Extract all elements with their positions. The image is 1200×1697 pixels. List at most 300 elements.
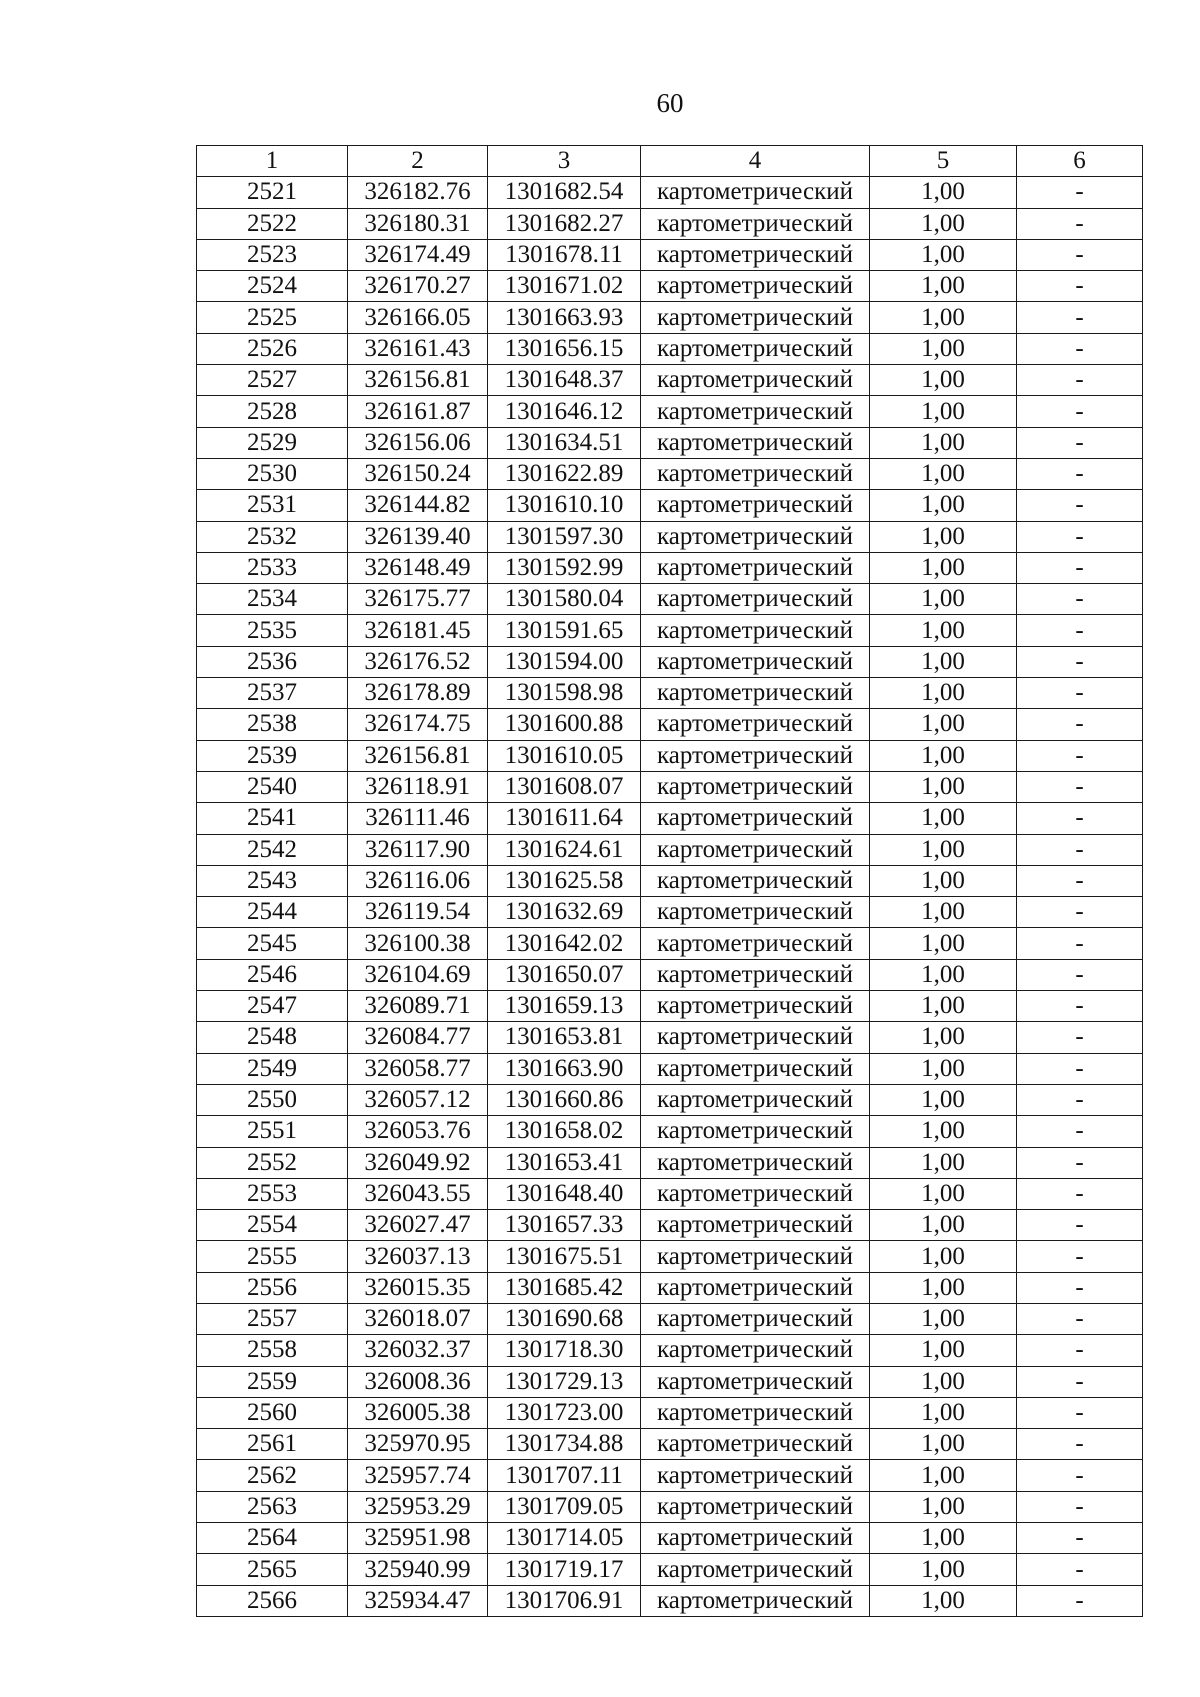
accuracy-cell: 1,00: [870, 1523, 1017, 1554]
x-coordinate-cell: 326118.91: [348, 771, 488, 802]
note-cell: -: [1017, 521, 1143, 552]
y-coordinate-cell: 1301611.64: [488, 803, 641, 834]
table-row: [197, 521, 1143, 552]
table-row: [197, 1022, 1143, 1053]
method-cell: картометрический: [641, 396, 870, 427]
x-coordinate-cell: 326166.05: [348, 302, 488, 333]
note-cell: -: [1017, 271, 1143, 302]
method-cell: картометрический: [641, 177, 870, 208]
table-row: [197, 1116, 1143, 1147]
table-row: [197, 1178, 1143, 1209]
x-coordinate-cell: 326174.75: [348, 709, 488, 740]
method-cell: картометрический: [641, 208, 870, 239]
note-cell: -: [1017, 646, 1143, 677]
table-row: [197, 615, 1143, 646]
table-row: [197, 959, 1143, 990]
header-cell: 1: [197, 146, 348, 177]
note-cell: -: [1017, 1022, 1143, 1053]
note-cell: -: [1017, 396, 1143, 427]
table-row: [197, 1241, 1143, 1272]
accuracy-cell: 1,00: [870, 1335, 1017, 1366]
point-number-cell: 2529: [197, 427, 348, 458]
method-cell: картометрический: [641, 678, 870, 709]
y-coordinate-cell: 1301706.91: [488, 1585, 641, 1616]
point-number-cell: 2559: [197, 1366, 348, 1397]
y-coordinate-cell: 1301642.02: [488, 928, 641, 959]
accuracy-cell: 1,00: [870, 834, 1017, 865]
table-row: [197, 1523, 1143, 1554]
accuracy-cell: 1,00: [870, 1303, 1017, 1334]
y-coordinate-cell: 1301594.00: [488, 646, 641, 677]
header-row: [197, 146, 1143, 177]
point-number-cell: 2546: [197, 959, 348, 990]
header-cell: 4: [641, 146, 870, 177]
note-cell: -: [1017, 1523, 1143, 1554]
method-cell: картометрический: [641, 1397, 870, 1428]
method-cell: картометрический: [641, 239, 870, 270]
note-cell: -: [1017, 959, 1143, 990]
accuracy-cell: 1,00: [870, 1397, 1017, 1428]
method-cell: картометрический: [641, 1241, 870, 1272]
x-coordinate-cell: 326058.77: [348, 1053, 488, 1084]
table-row: [197, 1084, 1143, 1115]
accuracy-cell: 1,00: [870, 365, 1017, 396]
table-row: [197, 646, 1143, 677]
accuracy-cell: 1,00: [870, 1053, 1017, 1084]
method-cell: картометрический: [641, 458, 870, 489]
note-cell: -: [1017, 928, 1143, 959]
point-number-cell: 2523: [197, 239, 348, 270]
table-row: [197, 1335, 1143, 1366]
point-number-cell: 2521: [197, 177, 348, 208]
x-coordinate-cell: 326043.55: [348, 1178, 488, 1209]
x-coordinate-cell: 326018.07: [348, 1303, 488, 1334]
note-cell: -: [1017, 834, 1143, 865]
point-number-cell: 2532: [197, 521, 348, 552]
accuracy-cell: 1,00: [870, 928, 1017, 959]
table-row: [197, 1397, 1143, 1428]
point-number-cell: 2533: [197, 552, 348, 583]
point-number-cell: 2541: [197, 803, 348, 834]
accuracy-cell: 1,00: [870, 803, 1017, 834]
method-cell: картометрический: [641, 333, 870, 364]
note-cell: -: [1017, 1366, 1143, 1397]
point-number-cell: 2530: [197, 458, 348, 489]
y-coordinate-cell: 1301660.86: [488, 1084, 641, 1115]
note-cell: -: [1017, 678, 1143, 709]
accuracy-cell: 1,00: [870, 490, 1017, 521]
method-cell: картометрический: [641, 1460, 870, 1491]
x-coordinate-cell: 326032.37: [348, 1335, 488, 1366]
accuracy-cell: 1,00: [870, 771, 1017, 802]
accuracy-cell: 1,00: [870, 177, 1017, 208]
y-coordinate-cell: 1301663.93: [488, 302, 641, 333]
accuracy-cell: 1,00: [870, 1585, 1017, 1616]
coordinates-table: [196, 145, 1143, 1617]
table-row: [197, 584, 1143, 615]
x-coordinate-cell: 326084.77: [348, 1022, 488, 1053]
y-coordinate-cell: 1301658.02: [488, 1116, 641, 1147]
note-cell: -: [1017, 615, 1143, 646]
note-cell: -: [1017, 803, 1143, 834]
y-coordinate-cell: 1301624.61: [488, 834, 641, 865]
x-coordinate-cell: 326161.87: [348, 396, 488, 427]
method-cell: картометрический: [641, 928, 870, 959]
accuracy-cell: 1,00: [870, 1429, 1017, 1460]
x-coordinate-cell: 326049.92: [348, 1147, 488, 1178]
x-coordinate-cell: 326037.13: [348, 1241, 488, 1272]
point-number-cell: 2545: [197, 928, 348, 959]
x-coordinate-cell: 326119.54: [348, 897, 488, 928]
y-coordinate-cell: 1301656.15: [488, 333, 641, 364]
accuracy-cell: 1,00: [870, 865, 1017, 896]
x-coordinate-cell: 326089.71: [348, 991, 488, 1022]
x-coordinate-cell: 326015.35: [348, 1272, 488, 1303]
accuracy-cell: 1,00: [870, 1366, 1017, 1397]
x-coordinate-cell: 325940.99: [348, 1554, 488, 1585]
note-cell: -: [1017, 771, 1143, 802]
x-coordinate-cell: 326117.90: [348, 834, 488, 865]
note-cell: -: [1017, 1585, 1143, 1616]
point-number-cell: 2565: [197, 1554, 348, 1585]
y-coordinate-cell: 1301675.51: [488, 1241, 641, 1272]
table-row: [197, 709, 1143, 740]
method-cell: картометрический: [641, 865, 870, 896]
accuracy-cell: 1,00: [870, 271, 1017, 302]
y-coordinate-cell: 1301597.30: [488, 521, 641, 552]
y-coordinate-cell: 1301648.37: [488, 365, 641, 396]
y-coordinate-cell: 1301634.51: [488, 427, 641, 458]
point-number-cell: 2542: [197, 834, 348, 865]
point-number-cell: 2561: [197, 1429, 348, 1460]
x-coordinate-cell: 326008.36: [348, 1366, 488, 1397]
point-number-cell: 2556: [197, 1272, 348, 1303]
point-number-cell: 2544: [197, 897, 348, 928]
point-number-cell: 2522: [197, 208, 348, 239]
point-number-cell: 2534: [197, 584, 348, 615]
x-coordinate-cell: 326175.77: [348, 584, 488, 615]
note-cell: -: [1017, 490, 1143, 521]
accuracy-cell: 1,00: [870, 521, 1017, 552]
accuracy-cell: 1,00: [870, 1554, 1017, 1585]
method-cell: картометрический: [641, 302, 870, 333]
note-cell: -: [1017, 1241, 1143, 1272]
point-number-cell: 2551: [197, 1116, 348, 1147]
y-coordinate-cell: 1301690.68: [488, 1303, 641, 1334]
table-row: [197, 1491, 1143, 1522]
accuracy-cell: 1,00: [870, 1241, 1017, 1272]
y-coordinate-cell: 1301734.88: [488, 1429, 641, 1460]
note-cell: -: [1017, 427, 1143, 458]
table-row: [197, 991, 1143, 1022]
table-row: [197, 897, 1143, 928]
point-number-cell: 2557: [197, 1303, 348, 1334]
x-coordinate-cell: 326180.31: [348, 208, 488, 239]
point-number-cell: 2526: [197, 333, 348, 364]
point-number-cell: 2531: [197, 490, 348, 521]
y-coordinate-cell: 1301632.69: [488, 897, 641, 928]
method-cell: картометрический: [641, 615, 870, 646]
point-number-cell: 2553: [197, 1178, 348, 1209]
point-number-cell: 2528: [197, 396, 348, 427]
table-row: [197, 427, 1143, 458]
note-cell: -: [1017, 239, 1143, 270]
method-cell: картометрический: [641, 271, 870, 302]
y-coordinate-cell: 1301592.99: [488, 552, 641, 583]
table-row: [197, 1303, 1143, 1334]
method-cell: картометрический: [641, 1272, 870, 1303]
accuracy-cell: 1,00: [870, 1084, 1017, 1115]
accuracy-cell: 1,00: [870, 1491, 1017, 1522]
x-coordinate-cell: 326027.47: [348, 1210, 488, 1241]
table-row: [197, 1554, 1143, 1585]
accuracy-cell: 1,00: [870, 959, 1017, 990]
x-coordinate-cell: 326170.27: [348, 271, 488, 302]
table-row: [197, 928, 1143, 959]
point-number-cell: 2566: [197, 1585, 348, 1616]
accuracy-cell: 1,00: [870, 208, 1017, 239]
accuracy-cell: 1,00: [870, 333, 1017, 364]
method-cell: картометрический: [641, 771, 870, 802]
point-number-cell: 2540: [197, 771, 348, 802]
point-number-cell: 2549: [197, 1053, 348, 1084]
accuracy-cell: 1,00: [870, 646, 1017, 677]
x-coordinate-cell: 326156.06: [348, 427, 488, 458]
note-cell: -: [1017, 584, 1143, 615]
method-cell: картометрический: [641, 1210, 870, 1241]
note-cell: -: [1017, 1554, 1143, 1585]
accuracy-cell: 1,00: [870, 302, 1017, 333]
y-coordinate-cell: 1301653.81: [488, 1022, 641, 1053]
y-coordinate-cell: 1301671.02: [488, 271, 641, 302]
table-row: [197, 490, 1143, 521]
x-coordinate-cell: 326111.46: [348, 803, 488, 834]
y-coordinate-cell: 1301682.27: [488, 208, 641, 239]
method-cell: картометрический: [641, 1022, 870, 1053]
table-row: [197, 177, 1143, 208]
header-cell: 3: [488, 146, 641, 177]
note-cell: -: [1017, 1335, 1143, 1366]
method-cell: картометрический: [641, 740, 870, 771]
x-coordinate-cell: 326150.24: [348, 458, 488, 489]
accuracy-cell: 1,00: [870, 709, 1017, 740]
coordinates-table-body: [197, 146, 1143, 1617]
accuracy-cell: 1,00: [870, 615, 1017, 646]
note-cell: -: [1017, 1429, 1143, 1460]
y-coordinate-cell: 1301622.89: [488, 458, 641, 489]
note-cell: -: [1017, 740, 1143, 771]
y-coordinate-cell: 1301646.12: [488, 396, 641, 427]
accuracy-cell: 1,00: [870, 458, 1017, 489]
method-cell: картометрический: [641, 490, 870, 521]
point-number-cell: 2525: [197, 302, 348, 333]
method-cell: картометрический: [641, 427, 870, 458]
table-row: [197, 1366, 1143, 1397]
point-number-cell: 2555: [197, 1241, 348, 1272]
x-coordinate-cell: 326116.06: [348, 865, 488, 896]
point-number-cell: 2550: [197, 1084, 348, 1115]
y-coordinate-cell: 1301659.13: [488, 991, 641, 1022]
method-cell: картометрический: [641, 1116, 870, 1147]
method-cell: картометрический: [641, 1585, 870, 1616]
point-number-cell: 2536: [197, 646, 348, 677]
method-cell: картометрический: [641, 1084, 870, 1115]
x-coordinate-cell: 326005.38: [348, 1397, 488, 1428]
point-number-cell: 2539: [197, 740, 348, 771]
accuracy-cell: 1,00: [870, 1178, 1017, 1209]
y-coordinate-cell: 1301709.05: [488, 1491, 641, 1522]
note-cell: -: [1017, 1084, 1143, 1115]
point-number-cell: 2554: [197, 1210, 348, 1241]
y-coordinate-cell: 1301657.33: [488, 1210, 641, 1241]
note-cell: -: [1017, 897, 1143, 928]
y-coordinate-cell: 1301591.65: [488, 615, 641, 646]
point-number-cell: 2552: [197, 1147, 348, 1178]
accuracy-cell: 1,00: [870, 1210, 1017, 1241]
table-row: [197, 365, 1143, 396]
method-cell: картометрический: [641, 552, 870, 583]
accuracy-cell: 1,00: [870, 897, 1017, 928]
point-number-cell: 2535: [197, 615, 348, 646]
note-cell: -: [1017, 1491, 1143, 1522]
accuracy-cell: 1,00: [870, 396, 1017, 427]
note-cell: -: [1017, 1460, 1143, 1491]
accuracy-cell: 1,00: [870, 1022, 1017, 1053]
point-number-cell: 2547: [197, 991, 348, 1022]
note-cell: -: [1017, 1303, 1143, 1334]
table-row: [197, 333, 1143, 364]
note-cell: -: [1017, 1210, 1143, 1241]
table-row: [197, 271, 1143, 302]
accuracy-cell: 1,00: [870, 1147, 1017, 1178]
y-coordinate-cell: 1301718.30: [488, 1335, 641, 1366]
x-coordinate-cell: 326148.49: [348, 552, 488, 583]
x-coordinate-cell: 326144.82: [348, 490, 488, 521]
table-row: [197, 458, 1143, 489]
header-cell: 5: [870, 146, 1017, 177]
table-row: [197, 1460, 1143, 1491]
table-row: [197, 1429, 1143, 1460]
method-cell: картометрический: [641, 709, 870, 740]
table-row: [197, 1147, 1143, 1178]
accuracy-cell: 1,00: [870, 678, 1017, 709]
table-row: [197, 1053, 1143, 1084]
table-row: [197, 396, 1143, 427]
y-coordinate-cell: 1301608.07: [488, 771, 641, 802]
point-number-cell: 2563: [197, 1491, 348, 1522]
method-cell: картометрический: [641, 646, 870, 677]
table-row: [197, 678, 1143, 709]
x-coordinate-cell: 326161.43: [348, 333, 488, 364]
table-row: [197, 771, 1143, 802]
note-cell: -: [1017, 333, 1143, 364]
table-row: [197, 208, 1143, 239]
table-row: [197, 740, 1143, 771]
table-row: [197, 1585, 1143, 1616]
note-cell: -: [1017, 865, 1143, 896]
table-row: [197, 1272, 1143, 1303]
point-number-cell: 2560: [197, 1397, 348, 1428]
method-cell: картометрический: [641, 584, 870, 615]
accuracy-cell: 1,00: [870, 552, 1017, 583]
accuracy-cell: 1,00: [870, 740, 1017, 771]
table-row: [197, 865, 1143, 896]
accuracy-cell: 1,00: [870, 1460, 1017, 1491]
header-cell: 6: [1017, 146, 1143, 177]
x-coordinate-cell: 326156.81: [348, 365, 488, 396]
accuracy-cell: 1,00: [870, 584, 1017, 615]
point-number-cell: 2543: [197, 865, 348, 896]
method-cell: картометрический: [641, 1147, 870, 1178]
y-coordinate-cell: 1301685.42: [488, 1272, 641, 1303]
method-cell: картометрический: [641, 803, 870, 834]
method-cell: картометрический: [641, 1523, 870, 1554]
point-number-cell: 2564: [197, 1523, 348, 1554]
note-cell: -: [1017, 208, 1143, 239]
accuracy-cell: 1,00: [870, 1116, 1017, 1147]
method-cell: картометрический: [641, 897, 870, 928]
table-row: [197, 552, 1143, 583]
note-cell: -: [1017, 991, 1143, 1022]
point-number-cell: 2538: [197, 709, 348, 740]
y-coordinate-cell: 1301723.00: [488, 1397, 641, 1428]
note-cell: -: [1017, 552, 1143, 583]
accuracy-cell: 1,00: [870, 239, 1017, 270]
method-cell: картометрический: [641, 1053, 870, 1084]
y-coordinate-cell: 1301598.98: [488, 678, 641, 709]
x-coordinate-cell: 326181.45: [348, 615, 488, 646]
note-cell: -: [1017, 709, 1143, 740]
point-number-cell: 2558: [197, 1335, 348, 1366]
x-coordinate-cell: 326139.40: [348, 521, 488, 552]
table-row: [197, 1210, 1143, 1241]
y-coordinate-cell: 1301610.10: [488, 490, 641, 521]
y-coordinate-cell: 1301625.58: [488, 865, 641, 896]
method-cell: картометрический: [641, 1303, 870, 1334]
note-cell: -: [1017, 458, 1143, 489]
table-row: [197, 302, 1143, 333]
note-cell: -: [1017, 177, 1143, 208]
note-cell: -: [1017, 302, 1143, 333]
x-coordinate-cell: 326174.49: [348, 239, 488, 270]
accuracy-cell: 1,00: [870, 1272, 1017, 1303]
note-cell: -: [1017, 1178, 1143, 1209]
method-cell: картометрический: [641, 959, 870, 990]
table-row: [197, 834, 1143, 865]
x-coordinate-cell: 326053.76: [348, 1116, 488, 1147]
y-coordinate-cell: 1301580.04: [488, 584, 641, 615]
x-coordinate-cell: 325957.74: [348, 1460, 488, 1491]
note-cell: -: [1017, 1147, 1143, 1178]
point-number-cell: 2562: [197, 1460, 348, 1491]
page-number: 60: [656, 88, 684, 118]
method-cell: картометрический: [641, 1335, 870, 1366]
y-coordinate-cell: 1301678.11: [488, 239, 641, 270]
point-number-cell: 2537: [197, 678, 348, 709]
x-coordinate-cell: 326182.76: [348, 177, 488, 208]
accuracy-cell: 1,00: [870, 427, 1017, 458]
x-coordinate-cell: 325934.47: [348, 1585, 488, 1616]
method-cell: картометрический: [641, 1178, 870, 1209]
x-coordinate-cell: 326104.69: [348, 959, 488, 990]
table-row: [197, 803, 1143, 834]
y-coordinate-cell: 1301600.88: [488, 709, 641, 740]
method-cell: картометрический: [641, 521, 870, 552]
method-cell: картометрический: [641, 1429, 870, 1460]
y-coordinate-cell: 1301729.13: [488, 1366, 641, 1397]
y-coordinate-cell: 1301682.54: [488, 177, 641, 208]
x-coordinate-cell: 325970.95: [348, 1429, 488, 1460]
